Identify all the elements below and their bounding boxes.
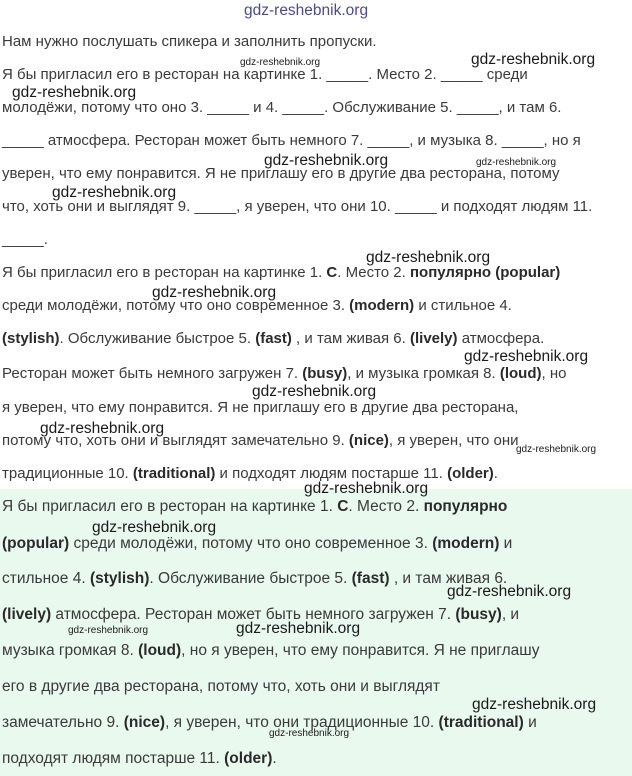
answer1-line: среди молодёжи, потому что оно современное 3. (modern) и стильное 4.	[2, 297, 512, 314]
watermark: gdz-reshebnik.org	[240, 57, 321, 68]
watermark: gdz-reshebnik.org	[516, 444, 597, 455]
watermark: gdz-reshebnik.org	[252, 383, 377, 400]
answer2-line: музыка громкая 8. (loud), но я уверен, что ему понравится. Я не приглашу	[2, 642, 540, 659]
template-line: _____.	[2, 231, 48, 248]
watermark: gdz-reshebnik.org	[464, 348, 589, 365]
template-line: _____ атмосфера. Ресторан может быть немного 7. _____, и музыка 8. _____, но я	[2, 132, 581, 149]
answer1-line: Ресторан может быть немного загружен 7. (busy), и музыка громкая 8. (loud), но	[2, 365, 567, 382]
watermark: gdz-reshebnik.org	[12, 84, 137, 101]
answer2-line: стильное 4. (stylish). Обслуживание быстрое 5. (fast) , и там живая 6.	[2, 570, 508, 587]
answer1-line: я уверен, что ему понравится. Я не приглашу его в другие два ресторана,	[2, 399, 519, 416]
answer2-line: Я бы пригласил его в ресторан на картинке 1. C. Место 2. популярно	[2, 498, 508, 515]
answer2-line: его в другие два ресторана, потому что, хоть они и выглядят	[2, 678, 440, 695]
answer1-line: потому что, хоть они и выглядят замечательно 9. (nice), я уверен, что они	[2, 432, 519, 449]
watermark: gdz-reshebnik.org	[472, 696, 597, 713]
answer2-line: (popular) среди молодёжи, потому что оно современное 3. (modern) и	[2, 535, 513, 552]
task-text: Нам нужно послушать спикера и заполнить пропуски.	[2, 33, 377, 50]
answer2-line: замечательно 9. (nice), я уверен, что они традиционные 10. (traditional) и	[2, 714, 537, 731]
template-line: что, хоть они и выглядят 9. _____, я уверен, что они 10. _____ и подходят людям 11.	[2, 198, 593, 215]
watermark: gdz-reshebnik.org	[236, 620, 361, 637]
answer1-line: Я бы пригласил его в ресторан на картинке 1. C. Место 2. популярно (popular)	[2, 264, 561, 281]
answer1-line: традиционные 10. (traditional) и подходят людям постарше 11. (older).	[2, 465, 498, 482]
watermark: gdz-reshebnik.org	[304, 480, 429, 497]
watermark: gdz-reshebnik.org	[447, 583, 572, 600]
template-line: уверен, что ему понравится. Я не приглашу его в другие два ресторана, потому	[2, 165, 560, 182]
template-line: Я бы пригласил его в ресторан на картинке 1. _____. Место 2. _____ среди	[2, 66, 528, 83]
watermark: gdz-reshebnik.org	[366, 249, 491, 266]
watermark: gdz-reshebnik.org	[40, 420, 165, 437]
watermark-top: gdz-reshebnik.org	[244, 2, 369, 19]
watermark: gdz-reshebnik.org	[269, 728, 350, 739]
watermark: gdz-reshebnik.org	[264, 152, 389, 169]
watermark: gdz-reshebnik.org	[92, 519, 217, 536]
watermark: gdz-reshebnik.org	[476, 157, 557, 168]
watermark: gdz-reshebnik.org	[152, 284, 277, 301]
answer1-line: (stylish). Обслуживание быстрое 5. (fast) , и там живая 6. (lively) атмосфера.	[2, 330, 545, 347]
answer2-line: подходят людям постарше 11. (older).	[2, 750, 277, 767]
answer2-line: (lively) атмосфера. Ресторан может быть немного загружен 7. (busy), и	[2, 606, 520, 623]
watermark: gdz-reshebnik.org	[52, 184, 177, 201]
watermark: gdz-reshebnik.org	[68, 625, 149, 636]
watermark: gdz-reshebnik.org	[471, 51, 596, 68]
template-line: молодёжи, потому что оно 3. _____ и 4. _____. Обслуживание 5. _____, и там 6.	[2, 99, 562, 116]
